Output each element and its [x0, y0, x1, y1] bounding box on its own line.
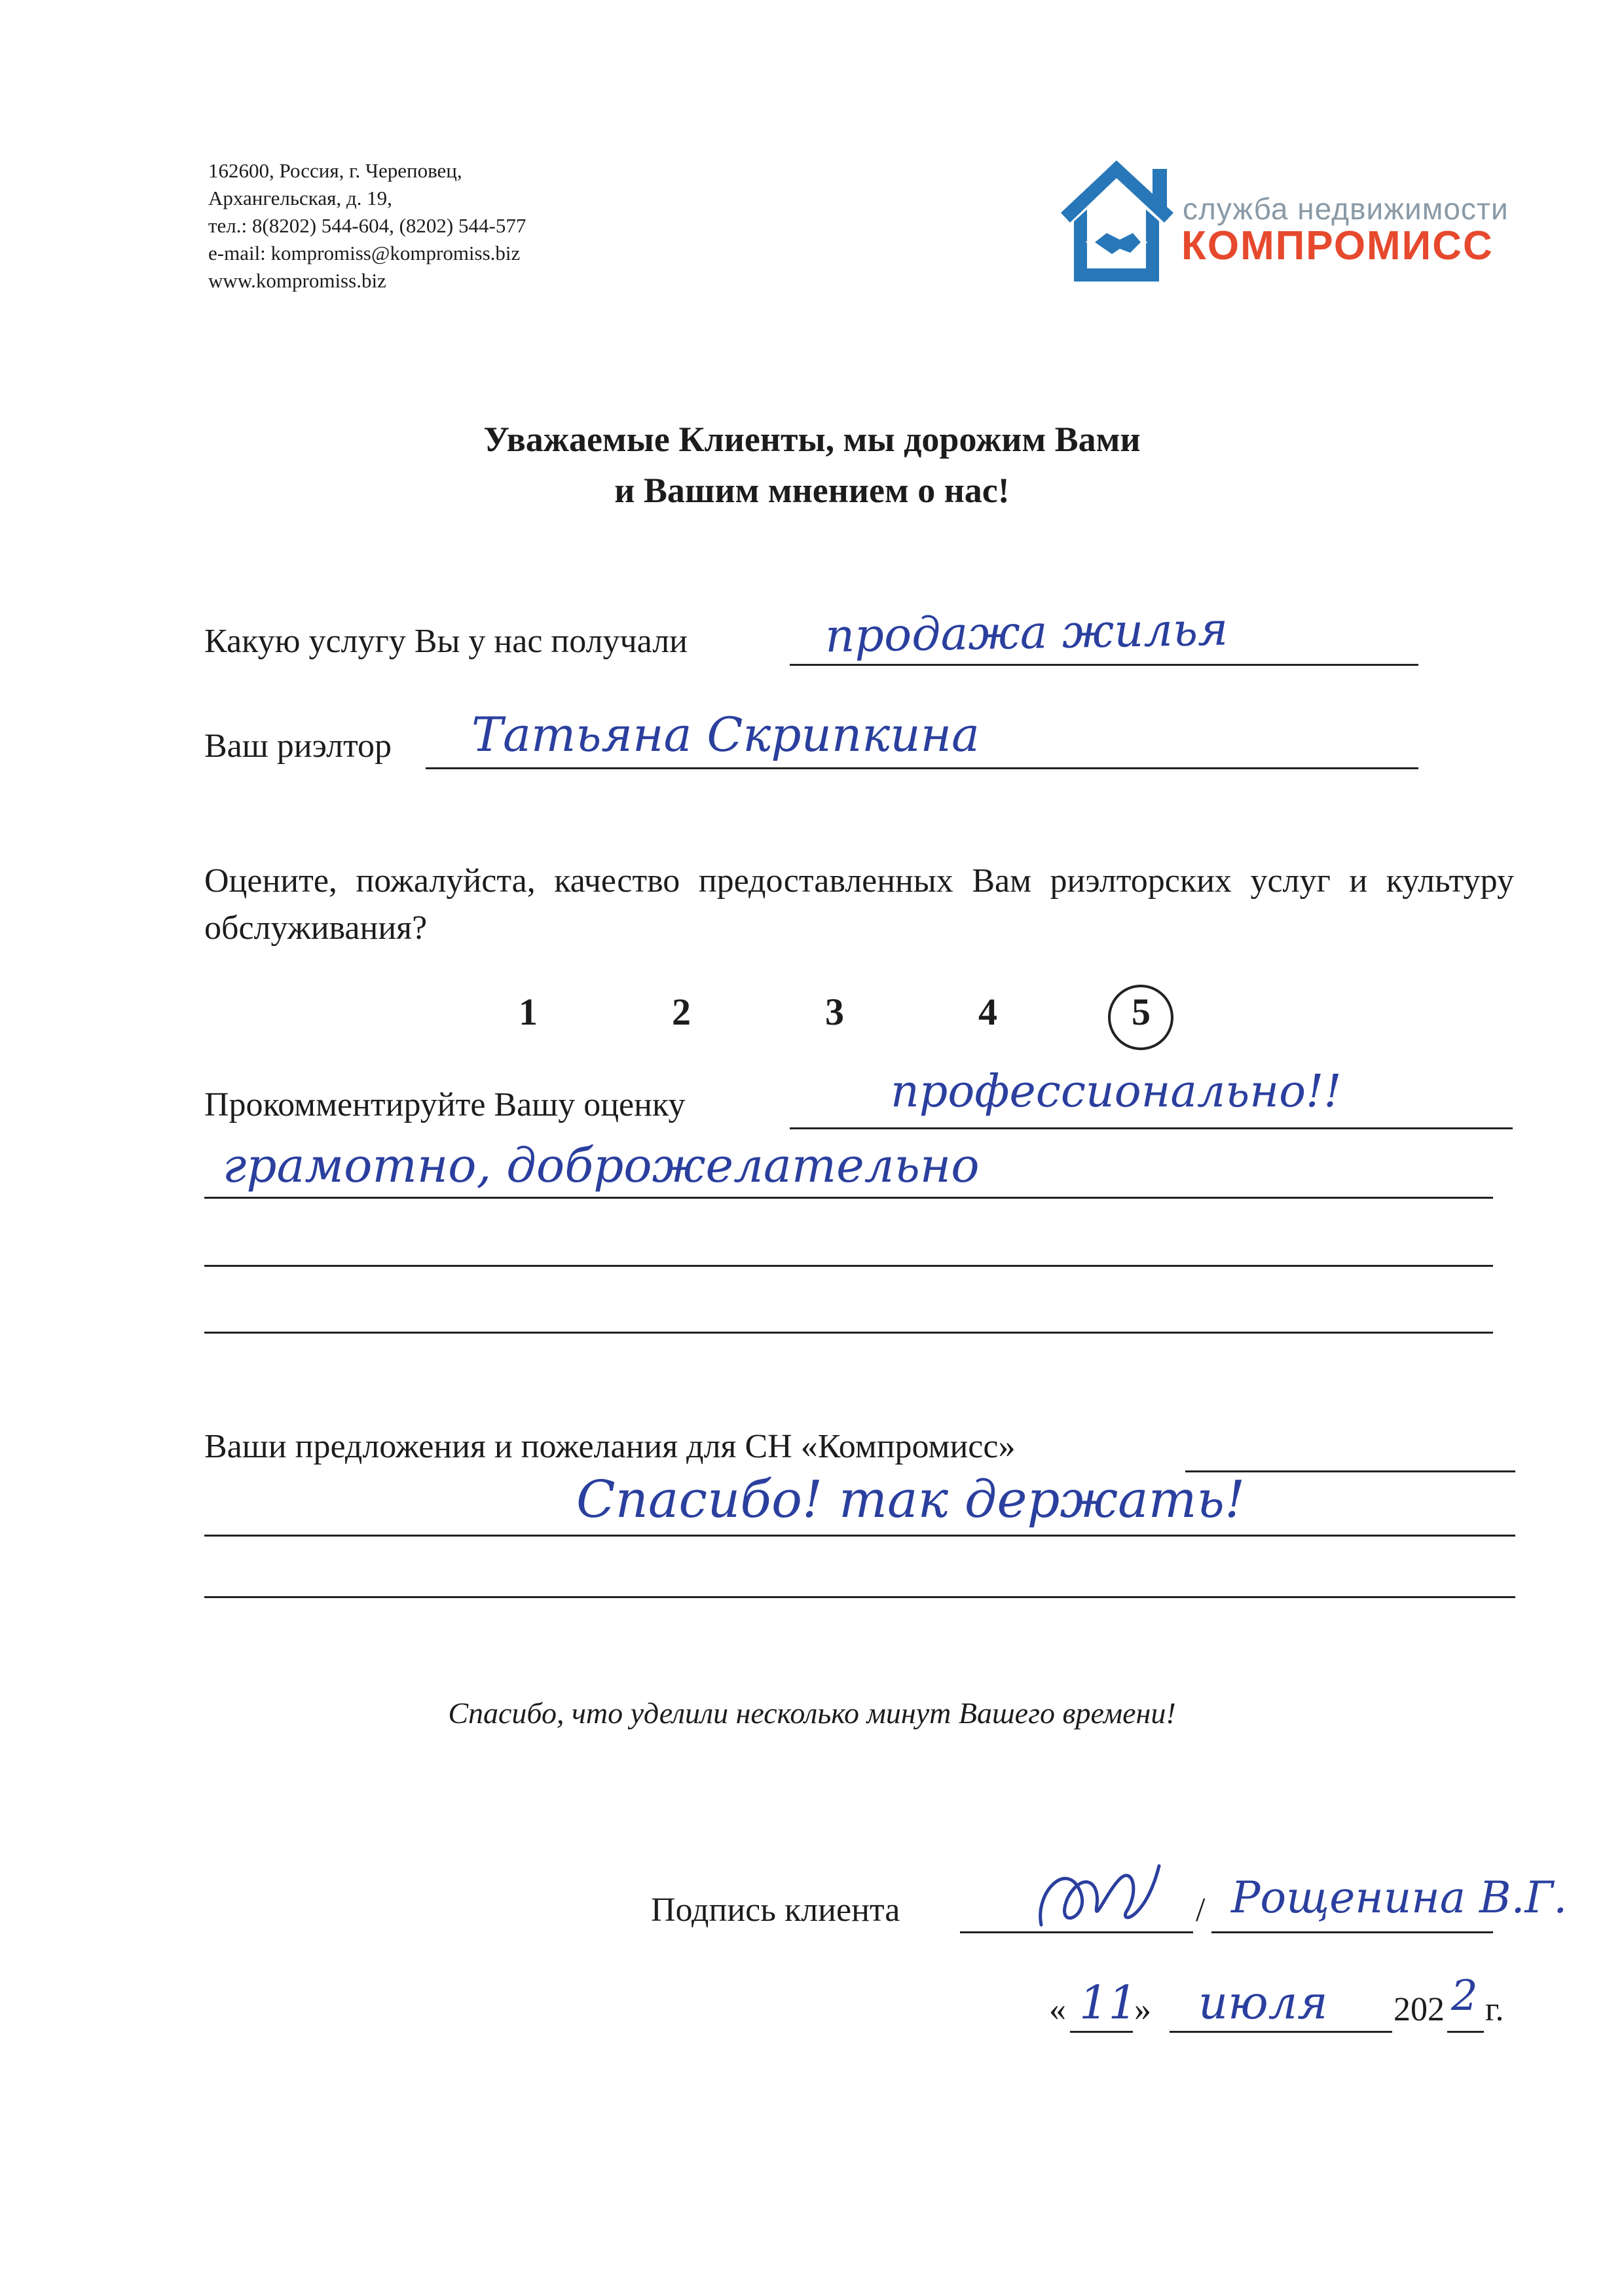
realtor-underline	[426, 767, 1418, 769]
rating-option-1[interactable]: 1	[519, 991, 538, 1033]
rating-question: Оцените, пожалуйста, качество предоставленных Вам риэлторских услуг и культуру обслуживания?	[204, 862, 1514, 947]
date-open-quote: «	[1049, 1991, 1066, 2028]
service-label: Какую услугу Вы у нас получали	[204, 623, 688, 660]
page-heading	[0, 414, 1624, 516]
logo-subtitle: служба недвижимости	[1183, 192, 1509, 226]
comment-underline-3	[204, 1265, 1493, 1267]
email-line: e-mail: kompromiss@kompromiss.biz	[208, 242, 521, 264]
realtor-value[interactable]: Татьяна Скрипкина	[471, 707, 980, 762]
address-line-1: 162600, Россия, г. Череповец,	[208, 159, 462, 182]
signature-name-underline	[1211, 1931, 1493, 1933]
address-line-2: Архангельская, д. 19,	[208, 187, 392, 210]
suggestions-underline-3	[204, 1596, 1515, 1598]
comment-underline-1	[790, 1127, 1513, 1129]
service-underline	[790, 664, 1418, 666]
signature-name[interactable]: Рощенина В.Г.	[1231, 1872, 1568, 1923]
phone-line: тел.: 8(8202) 544-604, (8202) 544-577	[208, 214, 526, 237]
suggestions-underline-2	[204, 1535, 1515, 1537]
comment-underline-4	[204, 1332, 1493, 1334]
website-line: www.kompromiss.biz	[208, 269, 386, 292]
comment-line-1[interactable]: профессионально!!	[891, 1066, 1342, 1118]
thanks-note: Спасибо, что уделили несколько минут Вашего времени!	[448, 1696, 1176, 1730]
comment-line-2[interactable]: грамотно, доброжелательно	[223, 1138, 980, 1193]
suggestions-label: Ваши предложения и пожелания для СН «Компромисс»	[204, 1428, 1016, 1465]
rating-option-5[interactable]: 5	[1132, 991, 1151, 1033]
date-suffix: г.	[1485, 1991, 1504, 2028]
signature-scribble[interactable]	[1028, 1853, 1172, 1938]
rating-option-4[interactable]: 4	[978, 991, 997, 1033]
contact-block	[208, 157, 526, 295]
date-day[interactable]: 11	[1079, 1976, 1138, 2030]
date-year-prefix: 202	[1393, 1991, 1445, 2028]
heading-line-2: и Вашим мнением о нас!	[614, 471, 1010, 510]
logo-name: КОМПРОМИСС	[1181, 223, 1494, 268]
suggestions-value[interactable]: Спасибо! так держать!	[576, 1470, 1246, 1529]
date-year-digit[interactable]: 2	[1451, 1972, 1478, 2020]
date-day-underline	[1070, 2031, 1133, 2033]
signature-label: Подпись клиента	[651, 1891, 900, 1929]
date-year-underline	[1447, 2031, 1484, 2033]
house-handshake-icon	[1054, 151, 1179, 288]
service-value[interactable]: продажа жилья	[824, 602, 1229, 663]
realtor-label: Ваш риэлтор	[204, 727, 392, 765]
comment-underline-2	[204, 1197, 1493, 1199]
company-logo	[1054, 151, 1513, 295]
date-month-underline	[1170, 2031, 1392, 2033]
date-close-quote: »	[1134, 1991, 1151, 2028]
signature-slash: /	[1196, 1891, 1206, 1929]
rating-selected-circle	[1108, 985, 1173, 1050]
comment-label: Прокомментируйте Вашу оценку	[204, 1086, 686, 1123]
heading-line-1: Уважаемые Клиенты, мы дорожим Вами	[483, 420, 1141, 459]
rating-option-2[interactable]: 2	[672, 991, 691, 1033]
rating-option-3[interactable]: 3	[825, 991, 844, 1033]
date-month[interactable]: июля	[1198, 1976, 1328, 2030]
